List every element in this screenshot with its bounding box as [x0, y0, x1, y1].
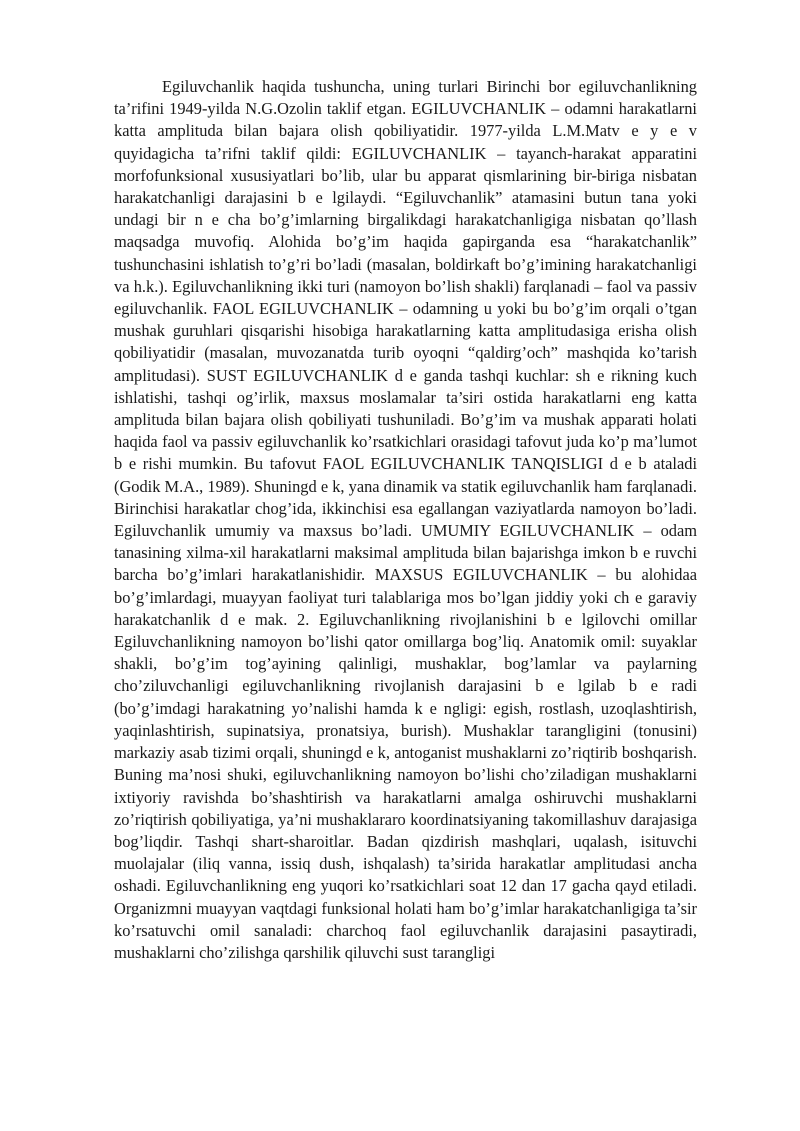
- body-paragraph: Egiluvchanlik haqida tushuncha, uning turlari Birinchi bor egiluvchanlikning ta’rifini 1949-yilda N.G.Ozolin taklif etgan. EGILUVCHANLIK – odamni harakatlarni katta amplituda bilan bajara olish qobiliyatidir. 1977-yilda L.M.Matv e y e v quyidagicha ta’rifni taklif qildi: EGILUVCHANLIK – tayanch-harakat apparatini morfofunksional xususiyatlari bo’lib, ular bu apparat qismlarining bir-biriga nisbatan harakatchanligi darajasini b e lgilaydi. “Egiluvchanlik” atamasini butun tana yoki undagi bir n e cha bo’g’imlarning birgalikdagi harakatchanligiga nisbatan qo’llash maqsadga muvofiq. Alohida bo’g’im haqida gapirganda esa “harakatchanlik” tushunchasini ishlatish to’g’ri bo’ladi (masalan, boldirkaft bo’g’imining harakatchanligi va h.k.). Egiluvchanlikning ikki turi (namoyon bo’lish shakli) farqlanadi – faol va passiv egiluvchanlik. FAOL EGILUVCHANLIK – odamning u yoki bu bo’g’im orqali o’tgan mushak guruhlari qisqarishi hisobiga harakatlarning katta amplitudasiga erisha olish qobiliyatidir (masalan, muvozanatda turib oyoqni “qaldirg’och” mashqida ko’tarish amplitudasi). SUST EGILUVCHANLIK d e ganda tashqi kuchlar: sh e rikning kuch ishlatishi, tashqi og’irlik, maxsus moslamalar ta’siri ostida harakatlarni eng katta amplituda bilan bajara olish qobiliyati tushuniladi. Bo’g’im va mushak apparati holati haqida faol va passiv egiluvchanlik ko’rsatkichlari orasidagi tafovut juda ko’p ma’lumot b e rishi mumkin. Bu tafovut FAOL EGILUVCHANLIK TANQISLIGI d e b ataladi (Godik M.A., 1989). Shuningd e k, yana dinamik va statik egiluvchanlik ham farqlanadi. Birinchisi harakatlar chog’ida, ikkinchisi esa egallangan vaziyatlarda namoyon bo’ladi. Egiluvchanlik umumiy va maxsus bo’ladi. UMUMIY EGILUVCHANLIK – odam tanasining xilma-xil harakatlarni maksimal amplituda bilan bajarishga imkon b e ruvchi barcha bo’g’imlari harakatlanishidir. MAXSUS EGILUVCHANLIK – bu alohidaa bo’g’imlardagi, muayyan faoliyat turi talablariga mos bo’lgan jiddiy yoki ch e garaviy harakatchanlik d e mak. 2. Egiluvchanlikning rivojlanishini b e lgilovchi omillar Egiluvchanlikning namoyon bo’lishi qator omillarga bog’liq. Anatomik omil: suyaklar shakli, bo’g’im tog’ayining qalinligi, mushaklar, bog’lamlar va paylarning cho’ziluvchanligi egiluvchanlikning rivojlanish darajasini b e lgilab b e radi (bo’g’imdagi harakatning yo’nalishi hamda k e ngligi: egish, rostlash, uzoqlashtirish, yaqinlashtirish, supinatsiya, pronatsiya, burish). Mushaklar tarangligini (tonusini) markaziy asab tizimi orqali, shuningd e k, antoganist mushaklarni zo’riqtirib boshqarish. Buning ma’nosi shuki, egiluvchanlikning namoyon bo’lishi cho’ziladigan mushaklarni ixtiyoriy ravishda bo’shashtirish va harakatlarni amalga oshiruvchi mushaklarni zo’riqtirish qobiliyatiga, ya’ni mushaklararo koordinatsiyaning takomillashuv darajasiga bog’liqdir. Tashqi shart-sharoitlar. Badan qizdirish mashqlari, uqalash, isituvchi muolajalar (iliq vanna, issiq dush, ishqalash) ta’sirida harakatlar amplitudasi ancha oshadi. Egiluvchanlikning eng yuqori ko’rsatkichlari soat 12 dan 17 gacha qayd etiladi. Organizmni muayyan vaqtdagi funksional holati ham bo’g’imlar harakatchanligiga ta’sir ko’rsatuvchi omil sanaladi: charchoq faol egiluvchanlik darajasini pasaytiradi, mushaklarni cho’zilishga qarshilik qiluvchi sust tarangligi: [114, 77, 697, 962]
- document-page: [114, 76, 697, 1116]
